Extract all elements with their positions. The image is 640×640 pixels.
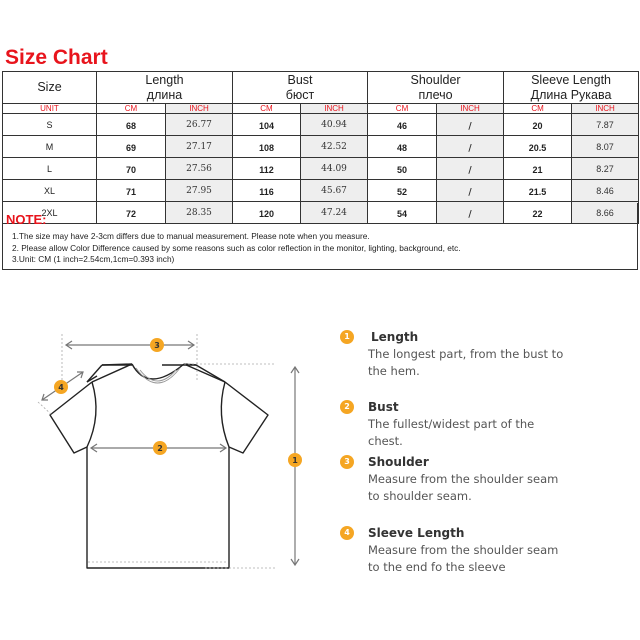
shoulder-cm-cell: 46 <box>368 114 437 136</box>
bust-inch-cell: 40.94 <box>301 114 368 136</box>
number-badge-icon: 4 <box>340 526 354 540</box>
size-cell: XL <box>3 180 97 202</box>
table-row <box>3 158 639 180</box>
bust-inch-cell: 42.52 <box>301 136 368 158</box>
unit-cm: CM <box>97 104 166 114</box>
table-row <box>3 114 639 136</box>
header-length: Length длина <box>97 72 233 104</box>
header-shoulder: Shoulder плечо <box>368 72 504 104</box>
table-row <box>3 136 639 158</box>
sleeve-cm-cell: 21 <box>504 158 572 180</box>
sleeve-cm-cell: 20 <box>504 114 572 136</box>
sleeve-cm-cell: 22 <box>504 202 572 224</box>
tshirt-outline <box>50 364 268 568</box>
unit-inch: INCH <box>166 104 233 114</box>
marker-1-icon <box>288 453 302 467</box>
marker-2-icon <box>153 441 167 455</box>
length-inch-cell: 27.95 <box>166 180 233 202</box>
legend-description: The longest part, from the bust to the hem. <box>368 347 564 378</box>
number-badge-icon: 1 <box>340 330 354 344</box>
bust-cm-cell: 116 <box>233 180 301 202</box>
length-cm-cell: 72 <box>97 202 166 224</box>
legend-title: Length <box>371 330 419 344</box>
note-line: 3.Unit: CM (1 inch=2.54cm,1cm=0.393 inch) <box>12 254 175 264</box>
size-cell: M <box>3 136 97 158</box>
shoulder-cm-cell: 54 <box>368 202 437 224</box>
length-inch-cell: 27.56 <box>166 158 233 180</box>
svg-text:3: 3 <box>154 341 160 350</box>
sleeve-inch-cell: 8.66 <box>572 202 639 224</box>
shoulder-cm-cell: 52 <box>368 180 437 202</box>
svg-text:1: 1 <box>292 456 298 465</box>
tshirt-diagram <box>30 320 330 580</box>
shoulder-cm-cell: 48 <box>368 136 437 158</box>
size-chart-table <box>2 71 639 224</box>
bust-cm-cell: 104 <box>233 114 301 136</box>
unit-row <box>3 104 639 114</box>
sleeve-cm-cell: 20.5 <box>504 136 572 158</box>
legend-title: Bust <box>368 400 399 414</box>
sleeve-inch-cell: 8.27 <box>572 158 639 180</box>
page-title: Size Chart <box>5 46 108 69</box>
table-row <box>3 180 639 202</box>
unit-cm: CM <box>504 104 572 114</box>
shoulder-inch-cell: / <box>437 136 504 158</box>
number-badge-icon: 2 <box>340 400 354 414</box>
length-cm-cell: 70 <box>97 158 166 180</box>
shoulder-cm-cell: 50 <box>368 158 437 180</box>
number-badge-icon: 3 <box>340 455 354 469</box>
svg-text:2: 2 <box>157 444 163 453</box>
shoulder-inch-cell: / <box>437 158 504 180</box>
sleeve-inch-cell: 8.46 <box>572 180 639 202</box>
note-box <box>2 203 638 270</box>
unit-inch: INCH <box>437 104 504 114</box>
sleeve-inch-cell: 7.87 <box>572 114 639 136</box>
bust-inch-cell: 47.24 <box>301 202 368 224</box>
legend-description: Measure from the shoulder seam to the end fo the sleeve <box>368 543 559 574</box>
bust-cm-cell: 112 <box>233 158 301 180</box>
unit-inch: INCH <box>572 104 639 114</box>
note-title: NOTE: <box>6 212 47 227</box>
header-size: Size <box>3 72 97 104</box>
size-cell: 2XL <box>3 202 97 224</box>
sleeve-inch-cell: 8.07 <box>572 136 639 158</box>
bust-cm-cell: 120 <box>233 202 301 224</box>
length-cm-cell: 69 <box>97 136 166 158</box>
shoulder-inch-cell: / <box>437 202 504 224</box>
bust-inch-cell: 45.67 <box>301 180 368 202</box>
bust-inch-cell: 44.09 <box>301 158 368 180</box>
unit-cm: CM <box>233 104 301 114</box>
legend-title: Sleeve Length <box>368 526 465 540</box>
length-inch-cell: 27.17 <box>166 136 233 158</box>
legend-description: Measure from the shoulder seam to shoulder seam. <box>368 472 559 503</box>
shoulder-inch-cell: / <box>437 180 504 202</box>
svg-text:4: 4 <box>58 383 64 392</box>
length-inch-cell: 28.35 <box>166 202 233 224</box>
marker-4-icon <box>54 380 68 394</box>
note-line: 1.The size may have 2-3cm differs due to manual measurement. Please note when you measure. <box>12 231 370 241</box>
length-cm-cell: 71 <box>97 180 166 202</box>
unit-label: UNIT <box>3 104 97 114</box>
unit-inch: INCH <box>301 104 368 114</box>
shoulder-inch-cell: / <box>437 114 504 136</box>
header-row <box>3 72 639 104</box>
sleeve-cm-cell: 21.5 <box>504 180 572 202</box>
header-bust: Bust бюст <box>233 72 368 104</box>
size-cell: L <box>3 158 97 180</box>
bust-cm-cell: 108 <box>233 136 301 158</box>
length-cm-cell: 68 <box>97 114 166 136</box>
marker-3-icon <box>150 338 164 352</box>
legend-description: The fullest/widest part of the chest. <box>368 417 535 448</box>
unit-cm: CM <box>368 104 437 114</box>
size-cell: S <box>3 114 97 136</box>
legend-title: Shoulder <box>368 455 429 469</box>
note-line: 2. Please allow Color Difference caused by some reasons such as color reflection in the monitor, lighting, background, etc. <box>12 243 461 253</box>
header-sleeve-length: Sleeve Length Длина Рукава <box>504 72 639 104</box>
length-inch-cell: 26.77 <box>166 114 233 136</box>
